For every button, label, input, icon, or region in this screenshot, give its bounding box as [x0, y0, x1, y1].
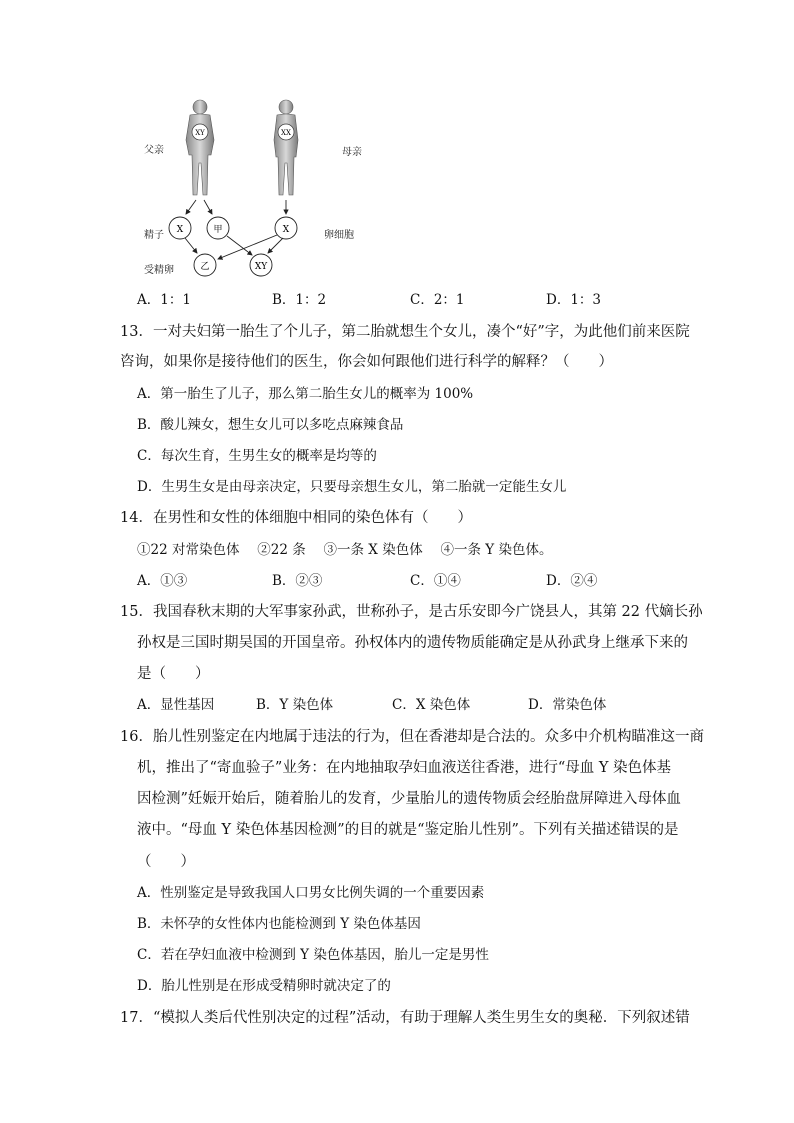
q12-option-a: A．1：1 — [137, 292, 191, 308]
q12-option-b: B．1：2 — [272, 292, 327, 308]
q14-stem: 14．在男性和女性的体细胞中相同的染色体有（ ） — [120, 510, 472, 526]
mother-chrom-text: XX — [281, 129, 291, 137]
q15-stem-line1: 15．我国春秋末期的大军事家孙武，世称孙子，是古乐安即今广饶县人，其第 22 代嫡长孙 — [120, 604, 703, 620]
q13-option-c: C．每次生育，生男生女的概率是均等的 — [137, 448, 377, 464]
q14-option-d: D．②④ — [546, 573, 598, 589]
q13-option-b: B．酸儿辣女，想生女儿可以多吃点麻辣食品 — [137, 417, 404, 433]
q15-option-d: D．常染色体 — [528, 697, 607, 713]
q15-option-c: C．X 染色体 — [392, 697, 471, 713]
q13-option-d: D．生男生女是由母亲决定，只要母亲想生女儿，第二胎就一定能生女儿 — [137, 479, 567, 495]
q14-option-b: B．②③ — [272, 573, 323, 589]
q16-option-c: C．若在孕妇血液中检测到 Y 染色体基因，胎儿一定是男性 — [137, 947, 489, 963]
q16-stem-line2: 机，推出了“寄血验子”业务：在内地抽取孕妇血液送往香港，进行“母血 Y 染色体基 — [137, 760, 672, 776]
father-chrom-text: XY — [195, 129, 205, 137]
q12-option-d: D．1：3 — [546, 292, 602, 308]
father-figure — [186, 100, 214, 195]
q16-stem-line5: （ ） — [137, 854, 195, 870]
zygote2-text: XY — [254, 262, 268, 272]
sex-determination-diagram — [130, 95, 380, 285]
egg-label: 卵细胞 — [324, 230, 354, 241]
q16-stem-line1: 16．胎儿性别鉴定在内地属于违法的行为，但在香港却是合法的。众多中介机构瞄准这一商 — [120, 729, 704, 745]
q15-option-a: A．显性基因 — [137, 697, 215, 713]
q15-stem-line3: 是（ ） — [137, 666, 210, 682]
q13-option-a: A．第一胎生了儿子，那么第二胎生女儿的概率为 100% — [137, 386, 474, 402]
q16-option-b: B．未怀孕的女性体内也能检测到 Y 染色体基因 — [137, 916, 421, 932]
father-label: 父亲 — [144, 145, 164, 156]
egg-text: X — [282, 225, 290, 235]
q14-option-c: C．①④ — [410, 573, 461, 589]
q13-stem-line1: 13．一对夫妇第一胎生了个儿子，第二胎就想生个女儿，凑个“好”字，为此他们前来医院 — [120, 324, 690, 340]
q13-stem-line2: 咨询，如果你是接待他们的医生，你会如何跟他们进行科学的解释？（ ） — [120, 354, 613, 370]
q14-items: ①22 对常染色体 ②22 条 ③一条 X 染色体 ④一条 Y 染色体。 — [137, 542, 553, 558]
q16-option-d: D．胎儿性别是在形成受精卵时就决定了的 — [137, 978, 391, 994]
sperm2-text: 甲 — [213, 225, 223, 235]
q14-option-a: A．①③ — [137, 573, 188, 589]
q15-option-b: B．Y 染色体 — [256, 697, 334, 713]
zygote1-text: 乙 — [200, 262, 210, 272]
q12-option-c: C．2：1 — [410, 292, 465, 308]
q16-stem-line3: 因检测”妊娠开始后，随着胎儿的发育，少量胎儿的遗传物质会经胎盘屏障进入母体血 — [137, 791, 681, 807]
q16-option-a: A．性别鉴定是导致我国人口男女比例失调的一个重要因素 — [137, 885, 485, 901]
q16-stem-line4: 液中。“母血 Y 染色体基因检测”的目的就是“鉴定胎儿性别”。下列有关描述错误的是 — [137, 822, 679, 838]
sperm-label: 精子 — [144, 230, 164, 241]
mother-label: 母亲 — [342, 147, 362, 158]
diagram-svg — [130, 95, 380, 285]
mother-figure — [274, 100, 298, 195]
q15-stem-line2: 孙权是三国时期吴国的开国皇帝。孙权体内的遗传物质能确定是从孙武身上继承下来的 — [137, 635, 688, 651]
q17-stem-line1: 17．“模拟人类后代性别决定的过程”活动，有助于理解人类生男生女的奥秘．下列叙述错 — [120, 1010, 690, 1026]
sperm1-text: X — [176, 225, 184, 235]
zygote-label: 受精卵 — [144, 265, 174, 276]
